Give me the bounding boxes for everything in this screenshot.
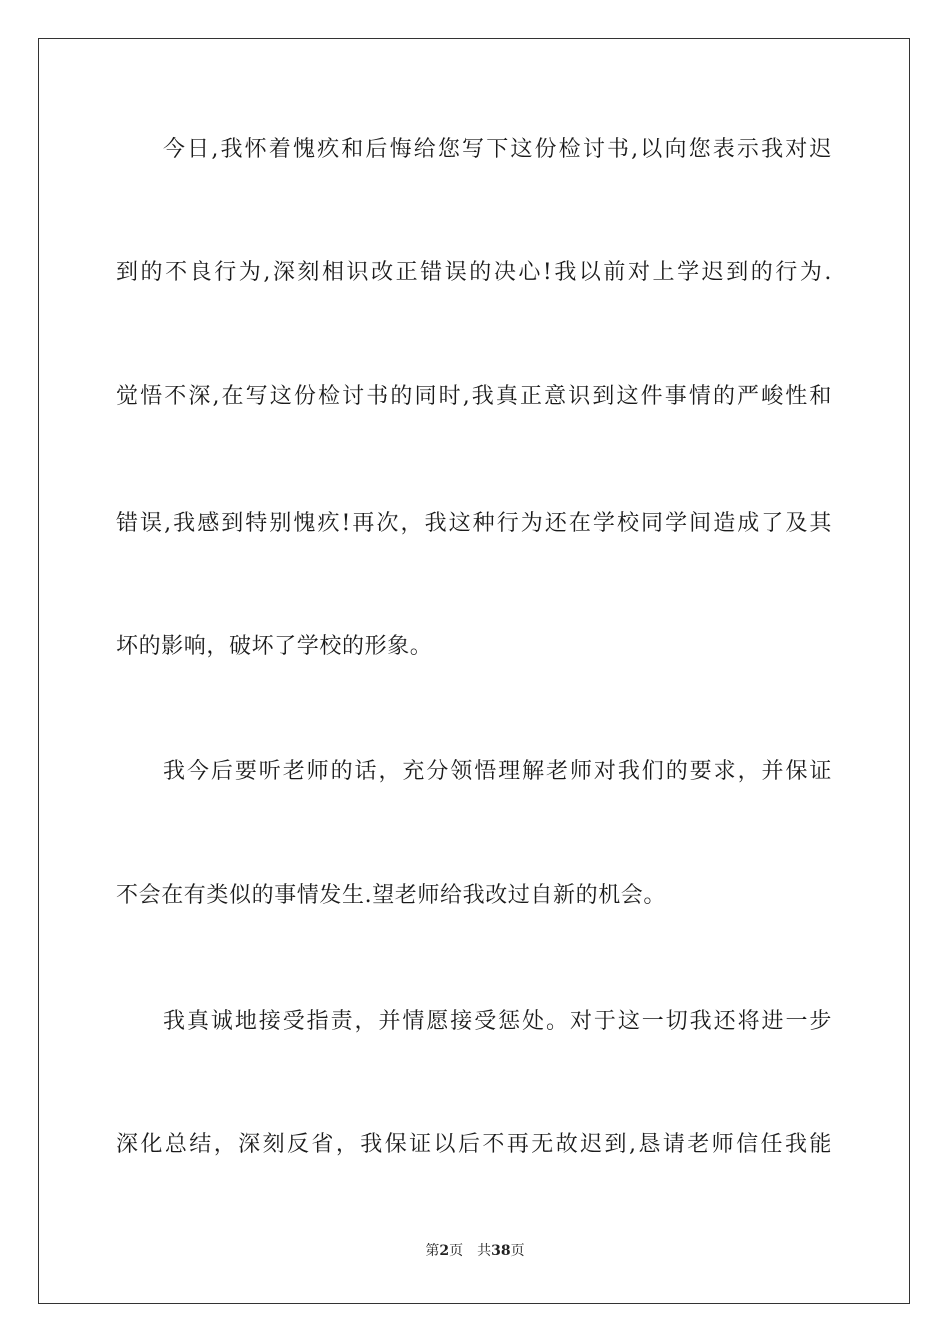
paragraph-3-line-1: 我真诚地接受指责，并情愿接受惩处。对于这一切我还将进一步 bbox=[163, 1009, 832, 1034]
page-border bbox=[38, 38, 910, 1304]
page-footer bbox=[0, 1242, 950, 1260]
footer-page-suffix: 页 bbox=[449, 1243, 464, 1259]
footer-total-pages: 38 bbox=[491, 1243, 511, 1259]
paragraph-1-line-4: 错误,我感到特别愧疚!再次，我这种行为还在学校同学间造成了及其 bbox=[116, 511, 832, 536]
paragraph-1-line-5: 坏的影响，破坏了学校的形象。 bbox=[116, 634, 433, 659]
footer-page-prefix: 第 bbox=[425, 1243, 440, 1259]
footer-total-prefix: 共 bbox=[477, 1243, 492, 1259]
paragraph-1-line-3: 觉悟不深,在写这份检讨书的同时,我真正意识到这件事情的严峻性和 bbox=[116, 384, 832, 409]
paragraph-1-line-1: 今日,我怀着愧疚和后悔给您写下这份检讨书,以向您表示我对迟 bbox=[163, 137, 832, 162]
footer-total-suffix: 页 bbox=[510, 1243, 525, 1259]
paragraph-3-line-2: 深化总结，深刻反省，我保证以后不再无故迟到,恳请老师信任我能 bbox=[116, 1132, 832, 1157]
paragraph-2-line-1: 我今后要听老师的话，充分领悟理解老师对我们的要求，并保证 bbox=[163, 759, 832, 784]
footer-page-number: 2 bbox=[439, 1243, 450, 1259]
paragraph-2-line-2: 不会在有类似的事情发生.望老师给我改过自新的机会。 bbox=[116, 883, 666, 908]
paragraph-1-line-2: 到的不良行为,深刻相识改正错误的决心!我以前对上学迟到的行为. bbox=[116, 260, 832, 285]
